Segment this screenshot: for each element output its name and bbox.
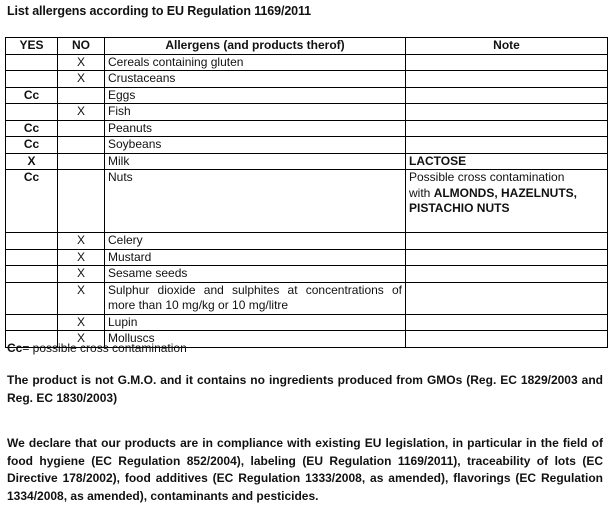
header-yes: YES xyxy=(6,38,58,55)
cell-allergen: Milk xyxy=(105,153,406,170)
cell-note xyxy=(406,331,608,348)
note-line xyxy=(409,170,604,186)
note-text: LACTOSE xyxy=(409,153,467,168)
legend-code: Cc xyxy=(7,341,23,355)
table-row xyxy=(6,87,608,104)
cell-note xyxy=(406,233,608,250)
note-emphasis: ALMONDS, HAZELNUTS, xyxy=(433,185,578,200)
legend-text: = possible cross contamination xyxy=(22,341,187,355)
table-row xyxy=(6,71,608,88)
cell-allergen: Soybeans xyxy=(105,137,406,154)
table-row xyxy=(6,137,608,154)
cell-no xyxy=(58,87,105,104)
table-row xyxy=(6,120,608,137)
cell-no xyxy=(58,153,105,170)
gmo-statement: The product is not G.M.O. and it contains no ingredients produced from GMOs (Reg. EC 1829/2003 and Reg. EC 1830/2003) xyxy=(7,373,603,405)
cell-no: X xyxy=(58,331,105,348)
note-line xyxy=(409,201,604,217)
cell-allergen: Fish xyxy=(105,104,406,121)
note-text: with xyxy=(409,185,434,200)
cell-no: X xyxy=(58,249,105,266)
cell-yes: Cc xyxy=(6,87,58,104)
cell-allergen: Peanuts xyxy=(105,120,406,137)
cell-allergen: Lupin xyxy=(105,314,406,331)
cell-yes xyxy=(6,314,58,331)
cell-yes xyxy=(6,282,58,314)
cell-allergen: Sesame seeds xyxy=(105,266,406,283)
cell-note xyxy=(406,54,608,71)
table-row xyxy=(6,170,608,233)
table-row xyxy=(6,266,608,283)
note-line xyxy=(409,154,604,170)
cell-note xyxy=(406,120,608,137)
table-row xyxy=(6,153,608,170)
table-row xyxy=(6,54,608,71)
cell-allergen: Eggs xyxy=(105,87,406,104)
table-header-row xyxy=(6,38,608,55)
table-row xyxy=(6,104,608,121)
table-row xyxy=(6,249,608,266)
cell-yes xyxy=(6,104,58,121)
cell-yes: X xyxy=(6,153,58,170)
cell-no xyxy=(58,170,105,233)
table-row xyxy=(6,233,608,250)
cell-yes xyxy=(6,71,58,88)
note-line xyxy=(409,186,604,202)
cell-no: X xyxy=(58,71,105,88)
document-title: List allergens according to EU Regulation 1169/2011 xyxy=(7,4,312,18)
table-row xyxy=(6,282,608,314)
cell-yes xyxy=(6,249,58,266)
cell-note xyxy=(406,87,608,104)
cell-allergen: Celery xyxy=(105,233,406,250)
cell-allergen: Nuts xyxy=(105,170,406,233)
note-text: PISTACHIO NUTS xyxy=(409,201,510,215)
cell-no: X xyxy=(58,104,105,121)
cell-no: X xyxy=(58,54,105,71)
cell-no: X xyxy=(58,233,105,250)
cell-note xyxy=(406,249,608,266)
header-note: Note xyxy=(406,38,608,55)
cell-allergen: Cereals containing gluten xyxy=(105,54,406,71)
cell-note xyxy=(406,282,608,314)
cell-no xyxy=(58,120,105,137)
note-line xyxy=(409,217,604,233)
cell-no: X xyxy=(58,282,105,314)
cell-allergen: Crustaceans xyxy=(105,71,406,88)
cell-allergen: Sulphur dioxide and sulphites at concentrations of more than 10 mg/kg or 10 mg/litre xyxy=(105,282,406,314)
cell-yes xyxy=(6,266,58,283)
legend xyxy=(7,341,187,355)
cell-no: X xyxy=(58,266,105,283)
allergens-table xyxy=(5,37,608,348)
cell-note xyxy=(406,153,608,170)
cell-note xyxy=(406,71,608,88)
cell-yes xyxy=(6,54,58,71)
header-allergens: Allergens (and products therof) xyxy=(105,38,406,55)
cell-no: X xyxy=(58,314,105,331)
allergen-rows xyxy=(6,54,608,347)
cell-yes: Cc xyxy=(6,170,58,233)
table-row xyxy=(6,314,608,331)
cell-note xyxy=(406,137,608,154)
cell-yes xyxy=(6,233,58,250)
cell-allergen: Molluscs xyxy=(105,331,406,348)
cell-yes: Cc xyxy=(6,137,58,154)
cell-note xyxy=(406,266,608,283)
cell-no xyxy=(58,137,105,154)
cell-yes: Cc xyxy=(6,120,58,137)
cell-note xyxy=(406,314,608,331)
header-no: NO xyxy=(58,38,105,55)
note-text: Possible cross contamination xyxy=(409,170,565,184)
compliance-statement: We declare that our products are in compliance with existing EU legislation, in particular in the field of food hygiene (EC Regulation 852/2004), labeling (EU Regulation 1169/2011), traceability of lots (EC Directive 178/2002), food additives (EC Regulation 1333/2008, as amended), flavorings (EC Regulation 1334/2008, as amended), contaminants and pesticides. xyxy=(7,436,603,503)
cell-note xyxy=(406,104,608,121)
cell-note xyxy=(406,170,608,233)
cell-allergen: Mustard xyxy=(105,249,406,266)
